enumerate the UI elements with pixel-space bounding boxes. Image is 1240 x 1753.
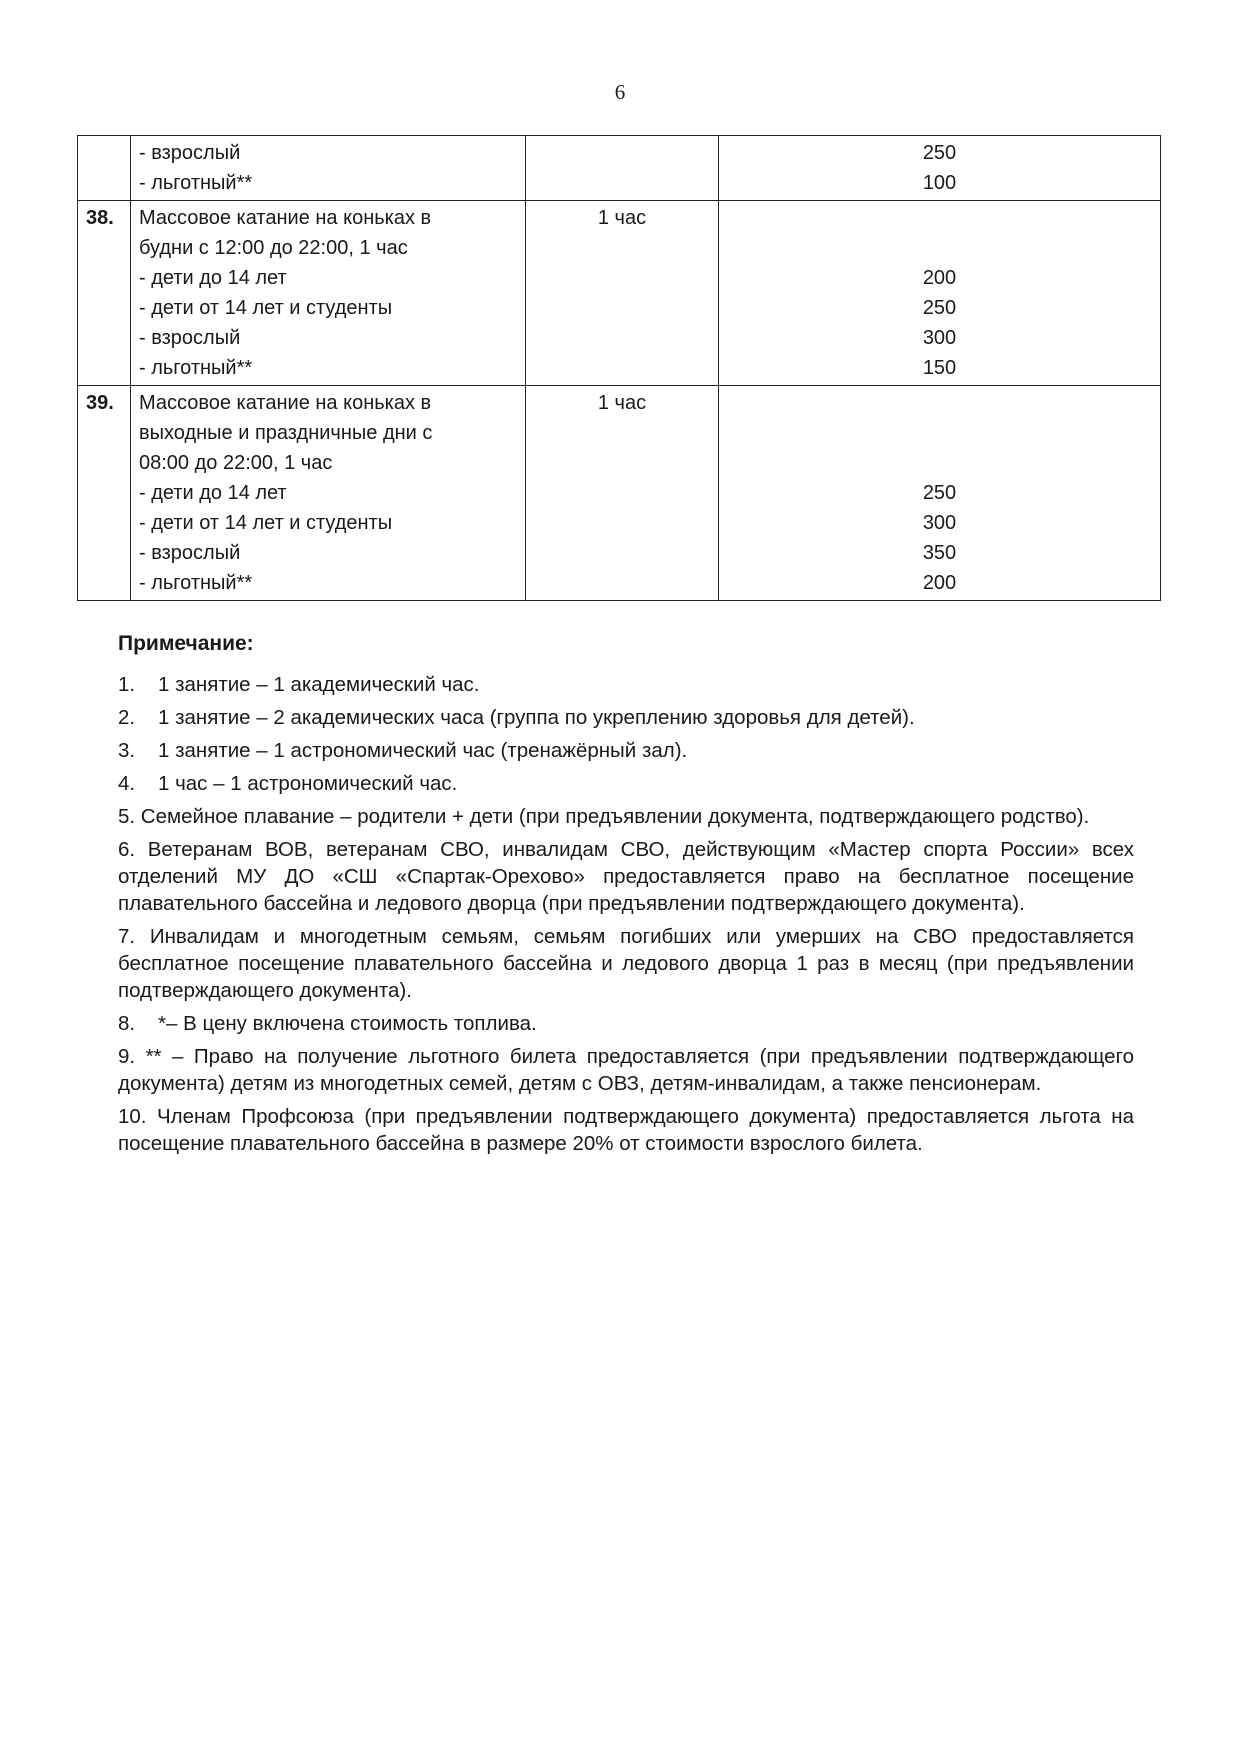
row-description <box>131 136 526 201</box>
price-value: 300 <box>922 512 957 534</box>
note-item <box>118 1010 1134 1037</box>
note-text: *– В цену включена стоимость топлива. <box>158 1012 537 1035</box>
note-text: 1 занятие – 1 астрономический час (тренажёрный зал). <box>158 739 688 762</box>
row-unit: 1 час <box>526 201 719 386</box>
row-unit: 1 час <box>526 386 719 601</box>
description-line: будни с 12:00 до 22:00, 1 час <box>139 237 408 259</box>
description-line: - взрослый <box>139 542 241 564</box>
price-value: 300 <box>922 327 957 349</box>
notes-title: Примечание: <box>118 632 254 655</box>
note-number: 2. <box>118 706 136 729</box>
description-line: - взрослый <box>139 142 241 164</box>
description-line: Массовое катание на коньках в <box>139 392 432 414</box>
row-number: 39. <box>78 386 131 601</box>
note-text: 1 час – 1 астрономический час. <box>158 772 458 795</box>
note-number: 8. <box>118 1012 136 1035</box>
price-value: 250 <box>922 482 957 504</box>
description-line: выходные и праздничные дни с <box>139 422 433 444</box>
note-item <box>118 770 1134 797</box>
description-line: - дети от 14 лет и студенты <box>139 297 393 319</box>
price-value: 350 <box>922 542 957 564</box>
description-line: - дети до 14 лет <box>139 482 287 504</box>
price-value: 100 <box>922 172 957 194</box>
note-item: 5. Семейное плавание – родители + дети (при предъявлении документа, подтверждающего родство). <box>118 805 1090 828</box>
row-number <box>78 136 131 201</box>
row-description <box>131 386 526 601</box>
note-item <box>118 737 1134 764</box>
price-value: 250 <box>922 297 957 319</box>
description-line: - льготный** <box>139 172 253 194</box>
price-value: 150 <box>922 357 957 379</box>
note-item: 9. ** – Право на получение льготного билета предоставляется (при предъявлении подтверждающего документа) детям из многодетных семей, детям с ОВЗ, детям-инвалидам, а также пенсионерам. <box>118 1045 1134 1095</box>
description-line: - дети от 14 лет и студенты <box>139 512 393 534</box>
note-number: 4. <box>118 772 136 795</box>
note-item: 10. Членам Профсоюза (при предъявлении подтверждающего документа) предоставляется льгота на посещение плавательного бассейна в размере 20% от стоимости взрослого билета. <box>118 1105 1134 1155</box>
row-unit <box>526 136 719 201</box>
price-value: 200 <box>922 572 957 594</box>
note-item: 6. Ветеранам ВОВ, ветеранам СВО, инвалидам СВО, действующим «Мастер спорта России» всех отделений МУ ДО «СШ «Спартак-Орехово» предоставляется право на бесплатное посещение плавательного бассейна и ледового дворца (при предъявлении подтверждающего документа). <box>118 838 1134 915</box>
notes-section <box>118 630 1134 1163</box>
description-line: - взрослый <box>139 327 241 349</box>
price-table <box>77 135 1161 601</box>
table-row <box>78 136 1161 201</box>
note-item <box>118 704 1134 731</box>
price-value: 200 <box>922 267 957 289</box>
description-line: Массовое катание на коньках в <box>139 207 432 229</box>
row-prices <box>719 136 1161 201</box>
table-row <box>78 386 1161 601</box>
description-line: - льготный** <box>139 357 253 379</box>
note-item <box>118 671 1134 698</box>
row-description <box>131 201 526 386</box>
page-number: 6 <box>614 80 626 104</box>
price-value: 250 <box>922 142 957 164</box>
row-number: 38. <box>78 201 131 386</box>
table-row <box>78 201 1161 386</box>
note-number: 1. <box>118 673 136 696</box>
note-text: 1 занятие – 2 академических часа (группа по укреплению здоровья для детей). <box>158 706 915 729</box>
row-prices <box>719 201 1161 386</box>
description-line: 08:00 до 22:00, 1 час <box>139 452 333 474</box>
row-prices <box>719 386 1161 601</box>
description-line: - дети до 14 лет <box>139 267 287 289</box>
description-line: - льготный** <box>139 572 253 594</box>
note-item: 7. Инвалидам и многодетным семьям, семьям погибших или умерших на СВО предоставляется бесплатное посещение плавательного бассейна и ледового дворца 1 раз в месяц (при предъявлении подтверждающего документа). <box>118 925 1134 1002</box>
note-number: 3. <box>118 739 136 762</box>
note-text: 1 занятие – 1 академический час. <box>158 673 480 696</box>
